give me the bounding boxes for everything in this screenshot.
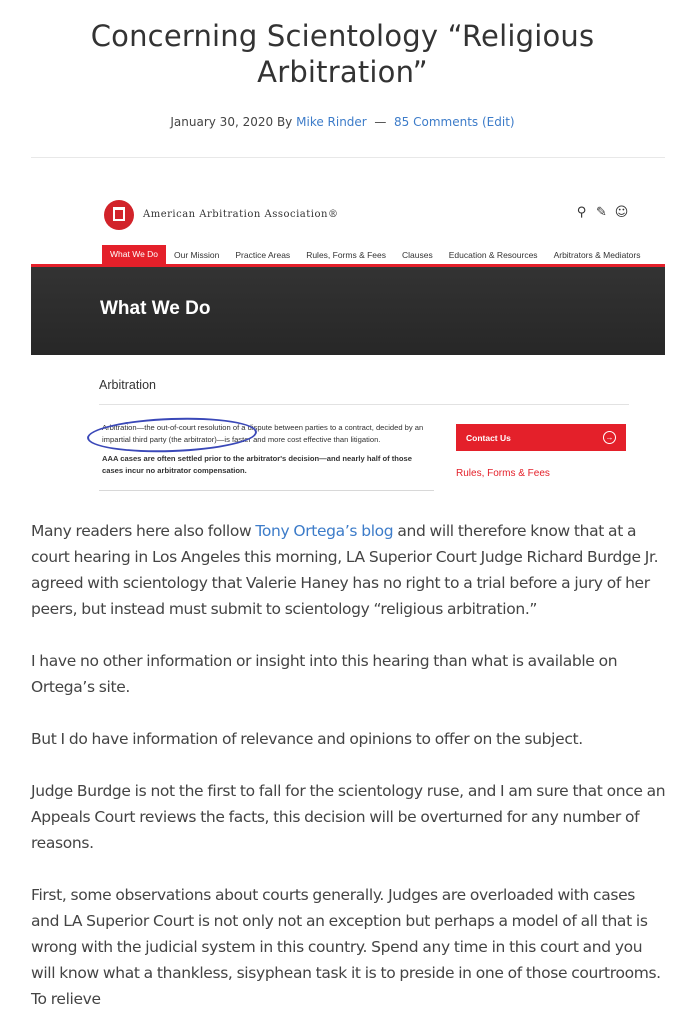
user-icon: ☺ [614,205,629,220]
nav-item: What We Do [102,245,166,264]
by-label: By [276,115,293,129]
embedded-screenshot [31,190,665,495]
nav-item: Clauses [402,249,433,260]
nav-item: Arbitrators & Mediators [553,249,641,260]
rules-forms-link: Rules, Forms & Fees [456,468,550,479]
paragraph-5: First, some observations about courts generally. Judges are overloaded with cases and LA Superior Court is not only not an exception but perhaps a model of all that is wrong with the judicial system in this country. Spend any time in this court and you will know what a thankless, sisyphean task it is to preside in one of those courtrooms. To relieve [31,886,661,1008]
edit-link[interactable]: (Edit) [482,115,515,129]
nav-item: Practice Areas [235,249,291,260]
paragraph-2: I have no other information or insight into this hearing than what is available on Ortega’s site. [31,652,618,696]
search-icon: ⚲ [576,205,587,220]
meta-dash: — [374,115,387,129]
arbitration-definition: Arbitration—the out-of-court resolution of a dispute between parties to a contract, decided by an impartial third party (the arbitrator)—is faster and more cost effective than litigation. [102,423,424,444]
contact-us-label: Contact Us [466,432,511,443]
divider [31,157,665,158]
nav-item: Education & Resources [448,249,538,260]
paragraph-4: Judge Burdge is not the first to fall for the scientology ruse, and I am sure that once an Appeals Court reviews the facts, this decision will be overturned for any number of reasons. [31,782,666,852]
post-title: Concerning Scientology “Religious Arbitration” [90,19,595,89]
chat-icon: ✎ [596,205,607,220]
section-divider [99,404,629,405]
arrow-right-icon: → [603,431,616,444]
nav-item: Our Mission [174,249,220,260]
content-divider [99,490,434,491]
paragraph-1 [31,518,667,622]
tony-ortega-blog-link[interactable]: Tony Ortega’s blog [255,522,394,540]
p1-after: and will therefore know that at a court hearing in Los Angeles this morning, LA Superior Court Judge Richard Burdge Jr. agreed with scientology that Valerie Haney has no right to a trial before a jury of her peers, but instead must submit to scientology “religious arbitration.” [31,522,659,618]
contact-us-button [456,424,626,451]
hero-title: What We Do [100,298,211,319]
aaa-header-icons [574,205,629,220]
aaa-logo-icon [104,200,134,230]
arbitration-note-text: AAA cases are often settled prior to the arbitrator's decision—and nearly half of those cases incur no arbitrator compensation. [102,454,412,475]
section-heading: Arbitration [99,378,156,392]
nav-item: Rules, Forms & Fees [306,249,387,260]
arbitration-note [102,453,432,477]
p1-before: Many readers here also follow [31,522,256,540]
aaa-nav [102,245,665,264]
aaa-org-name: American Arbitration Association® [143,209,339,220]
post-date: January 30, 2020 [170,115,274,129]
paragraph-3: But I do have information of relevance and opinions to offer on the subject. [31,730,583,748]
author-link[interactable]: Mike Rinder [296,115,367,129]
post-meta [0,115,685,129]
comments-link[interactable]: 85 Comments [394,115,479,129]
